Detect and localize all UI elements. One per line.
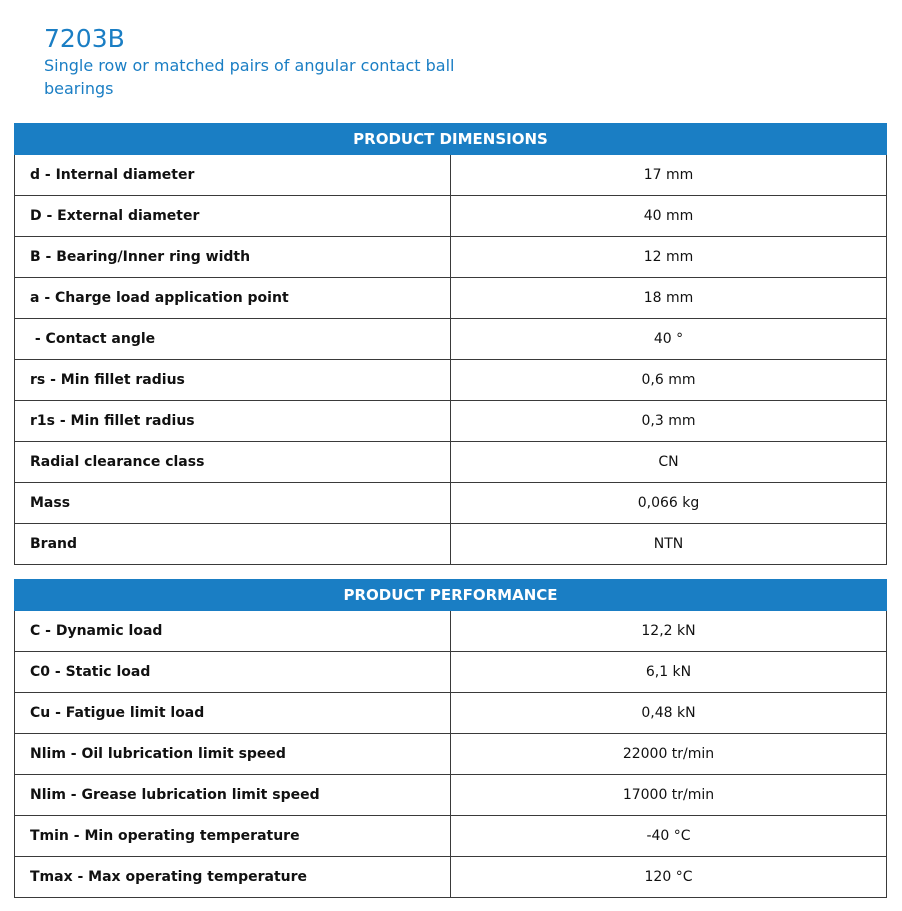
- performance-table: [14, 579, 887, 898]
- table-row: [15, 652, 887, 693]
- row-label: Nlim - Grease lubrication limit speed: [15, 775, 451, 816]
- row-value: CN: [451, 442, 887, 483]
- table-row: [15, 857, 887, 898]
- row-value: 18 mm: [451, 278, 887, 319]
- row-value: 22000 tr/min: [451, 734, 887, 775]
- row-label: a - Charge load application point: [15, 278, 451, 319]
- row-label: C - Dynamic load: [15, 611, 451, 652]
- row-label: - Contact angle: [15, 319, 451, 360]
- row-label: r1s - Min fillet radius: [15, 401, 451, 442]
- row-label: d - Internal diameter: [15, 155, 451, 196]
- table-row: [15, 611, 887, 652]
- table-row: [15, 360, 887, 401]
- dimensions-table: [14, 123, 887, 565]
- performance-header-row: [15, 580, 887, 611]
- product-header: [44, 24, 504, 100]
- row-value: NTN: [451, 524, 887, 565]
- row-label: D - External diameter: [15, 196, 451, 237]
- table-row: [15, 237, 887, 278]
- row-value: -40 °C: [451, 816, 887, 857]
- table-row: [15, 401, 887, 442]
- row-label: Tmax - Max operating temperature: [15, 857, 451, 898]
- row-value: 6,1 kN: [451, 652, 887, 693]
- row-label: Nlim - Oil lubrication limit speed: [15, 734, 451, 775]
- dimensions-header-row: [15, 124, 887, 155]
- product-subtitle: Single row or matched pairs of angular contact ball bearings: [44, 56, 455, 98]
- table-row: [15, 734, 887, 775]
- row-label: Tmin - Min operating temperature: [15, 816, 451, 857]
- table-row: [15, 483, 887, 524]
- row-value: 12 mm: [451, 237, 887, 278]
- product-title: 7203B: [44, 24, 125, 53]
- table-row: [15, 775, 887, 816]
- performance-heading: PRODUCT PERFORMANCE: [15, 580, 887, 611]
- row-label: C0 - Static load: [15, 652, 451, 693]
- row-value: 17000 tr/min: [451, 775, 887, 816]
- row-label: Cu - Fatigue limit load: [15, 693, 451, 734]
- row-value: 40 mm: [451, 196, 887, 237]
- table-row: [15, 693, 887, 734]
- row-value: 40 °: [451, 319, 887, 360]
- table-row: [15, 278, 887, 319]
- row-value: 120 °C: [451, 857, 887, 898]
- table-row: [15, 816, 887, 857]
- row-value: 17 mm: [451, 155, 887, 196]
- row-value: 12,2 kN: [451, 611, 887, 652]
- row-label: Mass: [15, 483, 451, 524]
- row-value: 0,6 mm: [451, 360, 887, 401]
- table-row: [15, 319, 887, 360]
- row-label: rs - Min fillet radius: [15, 360, 451, 401]
- row-label: Brand: [15, 524, 451, 565]
- row-value: 0,3 mm: [451, 401, 887, 442]
- row-value: 0,48 kN: [451, 693, 887, 734]
- row-value: 0,066 kg: [451, 483, 887, 524]
- table-row: [15, 442, 887, 483]
- table-row: [15, 196, 887, 237]
- row-label: B - Bearing/Inner ring width: [15, 237, 451, 278]
- table-row: [15, 155, 887, 196]
- row-label: Radial clearance class: [15, 442, 451, 483]
- table-row: [15, 524, 887, 565]
- dimensions-heading: PRODUCT DIMENSIONS: [15, 124, 887, 155]
